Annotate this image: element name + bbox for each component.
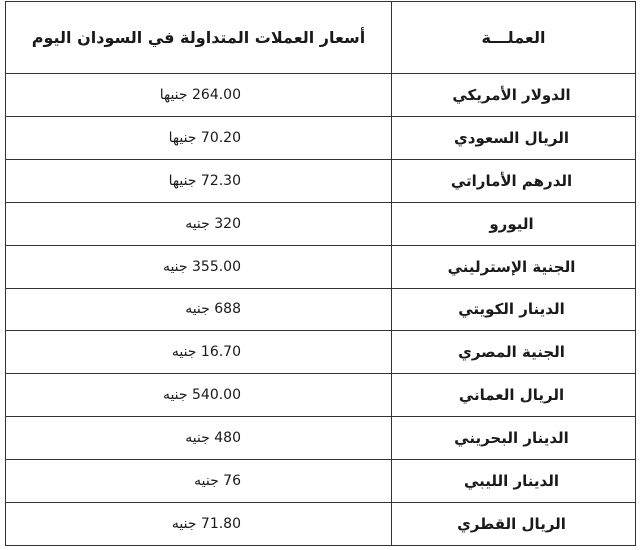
currency-name: الجنية الإسترليني [447, 257, 576, 276]
price-cell [6, 202, 392, 245]
price-amount: 71.80 [200, 516, 241, 533]
currency-name-cell [392, 202, 636, 245]
price-value [163, 387, 391, 403]
header-row [6, 2, 636, 74]
currency-name-cell [392, 74, 636, 117]
price-amount: 355.00 [192, 258, 241, 275]
price-cell [6, 245, 392, 288]
table-row [6, 417, 636, 460]
currency-name-cell [392, 374, 636, 417]
price-amount: 320 [214, 215, 241, 232]
price-unit: جنيه [185, 215, 210, 232]
price-value [169, 130, 391, 146]
price-unit: جنيها [159, 86, 188, 103]
table-row [6, 331, 636, 374]
price-value [185, 301, 391, 317]
currency-name: الدينار البحريني [454, 429, 569, 448]
currency-name: الريال العماني [458, 386, 565, 405]
price-amount: 480 [214, 430, 241, 447]
header-price: أسعار العملات المتداولة في السودان اليوم [6, 2, 392, 74]
price-unit: جنيه [162, 387, 188, 404]
price-cell [6, 74, 392, 117]
currency-name: الريال السعودي [454, 128, 569, 147]
price-cell [6, 417, 392, 460]
currency-name: الجنية المصري [458, 343, 565, 362]
price-value [169, 173, 391, 189]
price-cell [6, 159, 392, 202]
currency-name-cell [392, 503, 636, 546]
table-row [6, 374, 636, 417]
price-cell [6, 331, 392, 374]
currency-name-cell [392, 245, 636, 288]
price-unit: جنيه [185, 301, 210, 318]
table-row [6, 288, 636, 331]
currency-rates-table [5, 1, 636, 546]
price-cell [6, 460, 392, 503]
price-cell [6, 288, 392, 331]
currency-name-cell [392, 331, 636, 374]
currency-name: الدينار الليبي [463, 472, 559, 491]
price-unit: جنيه [171, 344, 197, 361]
table-row [6, 202, 636, 245]
header-currency: العملـــة [392, 2, 636, 74]
price-amount: 76 [223, 473, 241, 490]
price-unit: جنيها [168, 129, 197, 146]
price-value [172, 344, 391, 360]
price-unit: جنيه [185, 430, 210, 447]
price-unit: جنيها [168, 172, 197, 189]
currency-name: اليورو [489, 214, 534, 233]
price-value [163, 259, 391, 275]
table-row [6, 74, 636, 117]
price-amount: 72.30 [200, 172, 241, 189]
price-amount: 540.00 [192, 387, 241, 404]
currency-name: الريال القطري [457, 515, 566, 534]
currency-name: الدرهم الأماراتي [450, 171, 573, 190]
price-value [160, 87, 391, 103]
currency-name-cell [392, 159, 636, 202]
price-value [172, 516, 391, 532]
table-row [6, 245, 636, 288]
table-row [6, 460, 636, 503]
table-row [6, 159, 636, 202]
price-cell [6, 374, 392, 417]
currency-name-cell [392, 288, 636, 331]
price-unit: جنيه [162, 258, 188, 275]
currency-name-cell [392, 417, 636, 460]
price-amount: 16.70 [200, 344, 241, 361]
price-value [194, 473, 391, 489]
price-cell [6, 116, 392, 159]
price-unit: جنيه [194, 473, 219, 490]
price-cell [6, 503, 392, 546]
currency-name-cell [392, 116, 636, 159]
currency-name: الدولار الأمريكي [452, 85, 571, 104]
price-amount: 688 [214, 301, 241, 318]
price-value [185, 216, 391, 232]
currency-name: الدينار الكويتي [458, 300, 565, 319]
table-row [6, 116, 636, 159]
price-amount: 264.00 [192, 86, 241, 103]
currency-name-cell [392, 460, 636, 503]
table-row [6, 503, 636, 546]
price-value [185, 430, 391, 446]
price-amount: 70.20 [200, 129, 241, 146]
price-unit: جنيه [171, 516, 197, 533]
